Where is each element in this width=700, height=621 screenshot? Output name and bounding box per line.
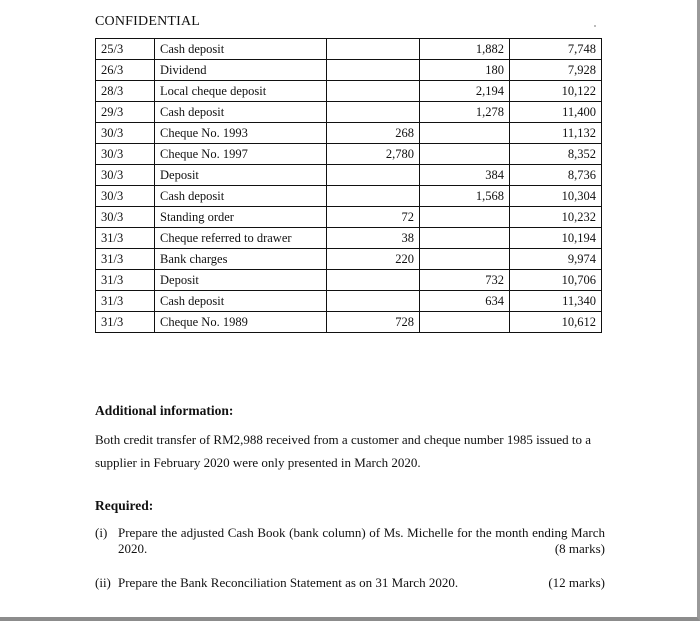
- row-balance: 10,612: [510, 312, 602, 333]
- row-credit: 732: [420, 270, 510, 291]
- row-balance: 7,928: [510, 60, 602, 81]
- row-balance: 8,352: [510, 144, 602, 165]
- row-balance: 11,132: [510, 123, 602, 144]
- table-row: [96, 186, 602, 207]
- row-balance: 10,122: [510, 81, 602, 102]
- row-date: 26/3: [96, 60, 155, 81]
- row-date: 31/3: [96, 291, 155, 312]
- row-debit: [327, 165, 420, 186]
- row-debit: [327, 291, 420, 312]
- bank-statement-body: [96, 39, 602, 333]
- row-credit: 180: [420, 60, 510, 81]
- row-description: Cash deposit: [155, 291, 327, 312]
- row-description: Bank charges: [155, 249, 327, 270]
- row-credit: [420, 312, 510, 333]
- question-2-marks: (12 marks): [548, 575, 605, 590]
- row-description: Deposit: [155, 270, 327, 291]
- row-debit: [327, 81, 420, 102]
- row-debit: 72: [327, 207, 420, 228]
- table-row: [96, 228, 602, 249]
- row-date: 30/3: [96, 123, 155, 144]
- question-1-marks: (8 marks): [554, 541, 605, 556]
- row-balance: 11,400: [510, 102, 602, 123]
- row-description: Dividend: [155, 60, 327, 81]
- bank-statement-table: [95, 38, 602, 333]
- row-debit: [327, 186, 420, 207]
- row-credit: [420, 249, 510, 270]
- row-debit: [327, 39, 420, 60]
- row-date: 30/3: [96, 165, 155, 186]
- required-heading: Required:: [95, 498, 154, 513]
- table-row: [96, 81, 602, 102]
- question-2-number: (ii): [95, 575, 111, 590]
- additional-info-paragraph: Both credit transfer of RM2,988 received from a customer and cheque number 1985 issued to a supplier in February 2020 were only presented in March 2020.: [95, 432, 592, 470]
- row-date: 31/3: [96, 270, 155, 291]
- confidential-label: CONFIDENTIAL: [95, 14, 201, 29]
- table-row: [96, 39, 602, 60]
- table-row: [96, 270, 602, 291]
- row-balance: 8,736: [510, 165, 602, 186]
- row-credit: 384: [420, 165, 510, 186]
- row-balance: 10,706: [510, 270, 602, 291]
- row-description: Standing order: [155, 207, 327, 228]
- row-debit: 728: [327, 312, 420, 333]
- row-date: 28/3: [96, 81, 155, 102]
- table-row: [96, 165, 602, 186]
- row-balance: 10,194: [510, 228, 602, 249]
- row-debit: [327, 270, 420, 291]
- row-credit: 1,882: [420, 39, 510, 60]
- row-date: 31/3: [96, 312, 155, 333]
- row-debit: 38: [327, 228, 420, 249]
- row-date: 31/3: [96, 249, 155, 270]
- row-credit: 634: [420, 291, 510, 312]
- row-description: Cheque No. 1993: [155, 123, 327, 144]
- row-debit: 268: [327, 123, 420, 144]
- row-date: 25/3: [96, 39, 155, 60]
- question-1-text: Prepare the adjusted Cash Book (bank column) of Ms. Michelle for the month ending March 2020.: [118, 525, 605, 556]
- row-debit: 2,780: [327, 144, 420, 165]
- row-balance: 10,304: [510, 186, 602, 207]
- row-balance: 7,748: [510, 39, 602, 60]
- row-description: Cash deposit: [155, 39, 327, 60]
- table-row: [96, 312, 602, 333]
- row-balance: 9,974: [510, 249, 602, 270]
- question-2-text: Prepare the Bank Reconciliation Statement as on 31 March 2020.: [118, 575, 459, 590]
- row-description: Cash deposit: [155, 102, 327, 123]
- row-credit: 1,278: [420, 102, 510, 123]
- row-debit: 220: [327, 249, 420, 270]
- row-description: Cheque No. 1989: [155, 312, 327, 333]
- row-balance: 10,232: [510, 207, 602, 228]
- row-debit: [327, 60, 420, 81]
- row-debit: [327, 102, 420, 123]
- table-row: [96, 123, 602, 144]
- row-balance: 11,340: [510, 291, 602, 312]
- table-row: [96, 102, 602, 123]
- row-credit: [420, 228, 510, 249]
- row-date: 31/3: [96, 228, 155, 249]
- row-date: 30/3: [96, 144, 155, 165]
- row-description: Cash deposit: [155, 186, 327, 207]
- question-1-number: (i): [95, 525, 108, 540]
- row-description: Cheque No. 1997: [155, 144, 327, 165]
- row-credit: 2,194: [420, 81, 510, 102]
- row-credit: [420, 144, 510, 165]
- table-row: [96, 249, 602, 270]
- row-date: 30/3: [96, 207, 155, 228]
- row-credit: [420, 207, 510, 228]
- row-description: Cheque referred to drawer: [155, 228, 327, 249]
- row-description: Local cheque deposit: [155, 81, 327, 102]
- row-credit: 1,568: [420, 186, 510, 207]
- scan-speck: [594, 25, 596, 27]
- row-credit: [420, 123, 510, 144]
- additional-info-heading: Additional information:: [95, 403, 234, 418]
- table-row: [96, 291, 602, 312]
- row-date: 29/3: [96, 102, 155, 123]
- row-date: 30/3: [96, 186, 155, 207]
- row-description: Deposit: [155, 165, 327, 186]
- table-row: [96, 60, 602, 81]
- table-row: [96, 144, 602, 165]
- table-row: [96, 207, 602, 228]
